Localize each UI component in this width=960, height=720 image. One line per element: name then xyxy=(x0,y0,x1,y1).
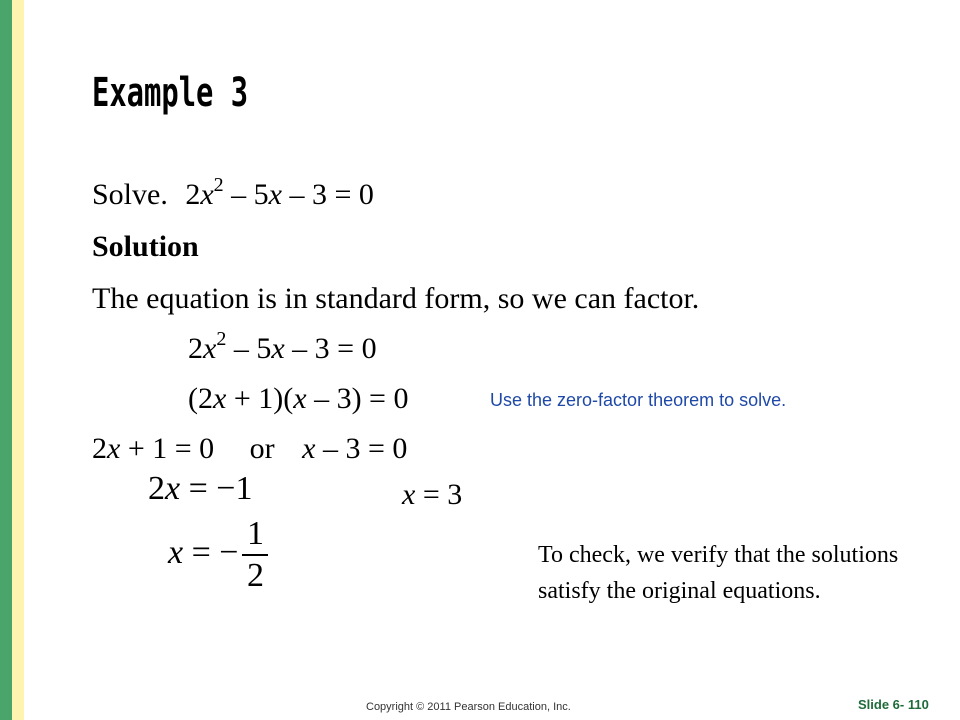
work-right-1: x = 3 xyxy=(402,478,463,511)
step-2-equation: (2x + 1)(x – 3) = 0 xyxy=(188,382,409,415)
fraction-denominator: 2 xyxy=(246,557,264,594)
slide-number: Slide 6- 110 xyxy=(858,697,929,712)
check-note: To check, we verify that the solutions satisfy the original equations. xyxy=(538,542,899,604)
work-left-2: x = − $\frac{1}{2}$ xyxy=(168,516,268,594)
problem-line xyxy=(92,174,374,212)
problem-equation: $2x^2 - 5x - 3 = 0$ xyxy=(185,174,374,211)
left-cream-bar xyxy=(12,0,24,720)
left-accent-bar xyxy=(0,0,12,720)
fraction-bar xyxy=(242,554,268,556)
slide-title: Example 3 xyxy=(92,70,249,116)
fraction-one-half xyxy=(242,516,268,594)
problem-label: Solve. xyxy=(92,178,168,211)
copyright-text: Copyright © 2011 Pearson Education, Inc. xyxy=(366,701,571,713)
explanation-text: The equation is in standard form, so we can factor. xyxy=(92,282,700,315)
fraction-numerator: 1 xyxy=(246,515,264,552)
solution-heading: Solution xyxy=(92,230,199,263)
step-3-equations: 2x + 1 = 0 or x – 3 = 0 xyxy=(92,432,408,465)
work-left-1: 2x = −1 xyxy=(148,470,253,507)
zero-factor-note: Use the zero-factor theorem to solve. xyxy=(490,390,787,410)
step-3-or: or xyxy=(249,432,275,465)
step-1-equation: $2x^2 - 5x - 3 = 0$ xyxy=(188,328,377,365)
